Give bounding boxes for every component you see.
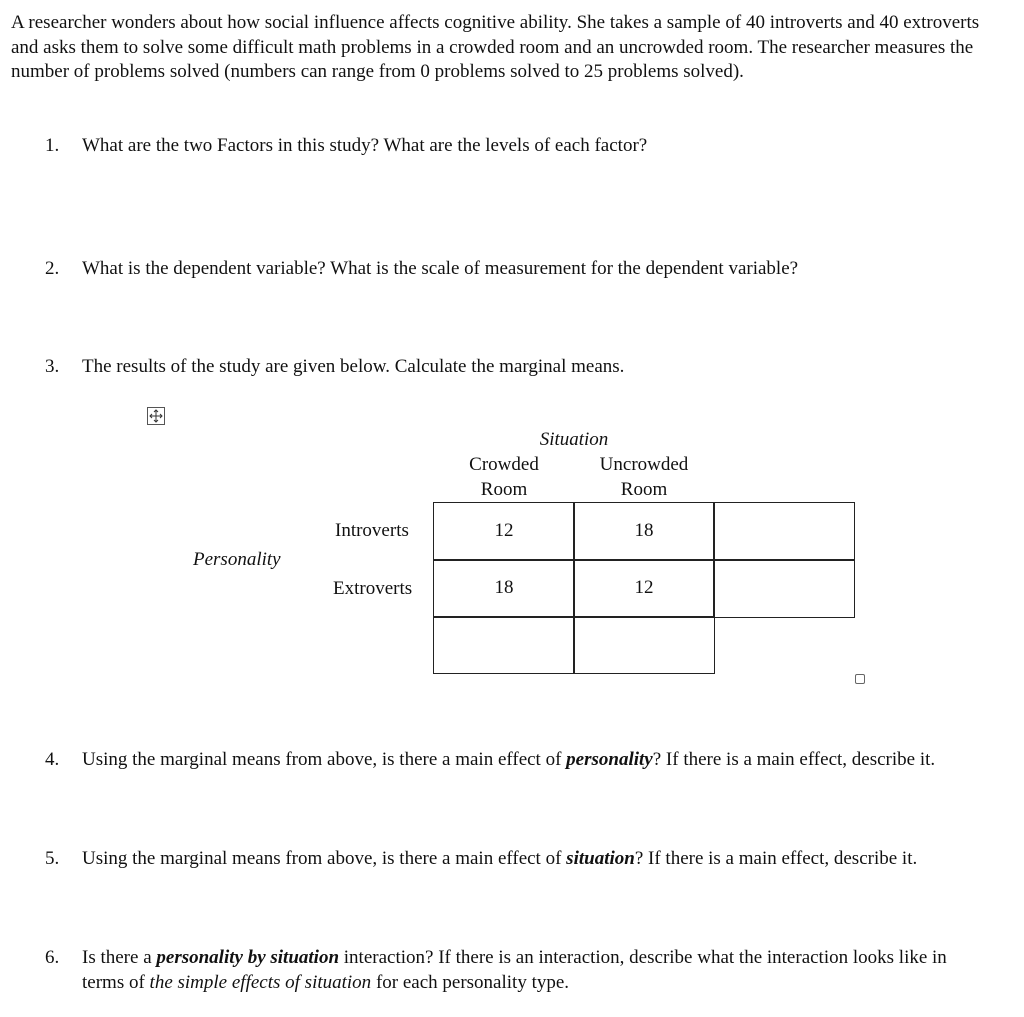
cell-extroverts-marginal[interactable] xyxy=(713,559,855,618)
situation-label: Situation xyxy=(539,429,609,450)
col-uncrowded-line1: Uncrowded xyxy=(599,454,689,475)
question-3-text: The results of the study are given below. Calculate the marginal means. xyxy=(82,356,625,377)
question-4-emphasis: personality xyxy=(566,749,653,770)
cell-extroverts-crowded[interactable]: 18 xyxy=(433,559,575,618)
cell-uncrowded-marginal[interactable] xyxy=(573,616,715,674)
personality-label: Personality xyxy=(193,549,281,570)
question-6-emphasis: personality by situation xyxy=(156,947,340,968)
move-handle-icon[interactable] xyxy=(147,407,165,425)
intro-paragraph: A researcher wonders about how social influence affects cognitive ability. She takes a sample of 40 introverts and 40 extroverts and asks them to solve some difficult math problems in a crowded room and an uncrowded room. The researcher measures the number of problems solved (numbers can range from 0 problems solved to 25 problems solved). xyxy=(11,12,980,82)
question-4-text xyxy=(82,748,982,773)
col-crowded-header xyxy=(434,453,574,502)
row-extroverts-label: Extroverts xyxy=(333,578,413,599)
question-6-emphasis-2: the simple effects of situation xyxy=(149,971,372,993)
question-5-pre: Using the marginal means from above, is there a main effect of xyxy=(82,848,567,869)
question-6-mid: interaction? If there is an interaction, describe what the interaction looks like in terms of xyxy=(82,947,947,993)
question-5-emphasis: situation xyxy=(566,848,635,869)
cell-introverts-crowded[interactable]: 12 xyxy=(433,502,575,561)
cell-introverts-uncrowded[interactable]: 18 xyxy=(573,502,715,561)
question-2-text: What is the dependent variable? What is the scale of measurement for the dependent variable? xyxy=(82,258,799,279)
cell-crowded-marginal[interactable] xyxy=(433,616,575,674)
question-3-number: 3. xyxy=(45,356,60,377)
col-uncrowded-line2: Room xyxy=(620,478,668,500)
resize-handle-icon[interactable] xyxy=(855,674,865,684)
question-4-post: ? If there is a main effect, describe it. xyxy=(652,749,936,770)
question-4-number: 4. xyxy=(45,749,60,770)
question-1-number: 1. xyxy=(45,135,60,156)
col-crowded-line1: Crowded xyxy=(469,454,539,475)
question-6-pre: Is there a xyxy=(82,947,157,968)
col-crowded-line2: Room xyxy=(480,478,528,500)
question-2-number: 2. xyxy=(45,258,60,279)
row-introverts-label: Introverts xyxy=(335,520,409,541)
question-5-number: 5. xyxy=(45,848,60,869)
question-5-text xyxy=(82,847,982,872)
question-6-text xyxy=(82,946,982,995)
question-6-post: for each personality type. xyxy=(371,971,570,993)
cell-extroverts-uncrowded[interactable]: 12 xyxy=(573,559,715,618)
cell-introverts-marginal[interactable] xyxy=(713,502,855,561)
question-1-text: What are the two Factors in this study? What are the levels of each factor? xyxy=(82,135,648,156)
question-5-post: ? If there is a main effect, describe it. xyxy=(634,848,918,869)
question-4-pre: Using the marginal means from above, is there a main effect of xyxy=(82,749,567,770)
col-uncrowded-header xyxy=(574,453,714,502)
question-6-number: 6. xyxy=(45,947,60,968)
